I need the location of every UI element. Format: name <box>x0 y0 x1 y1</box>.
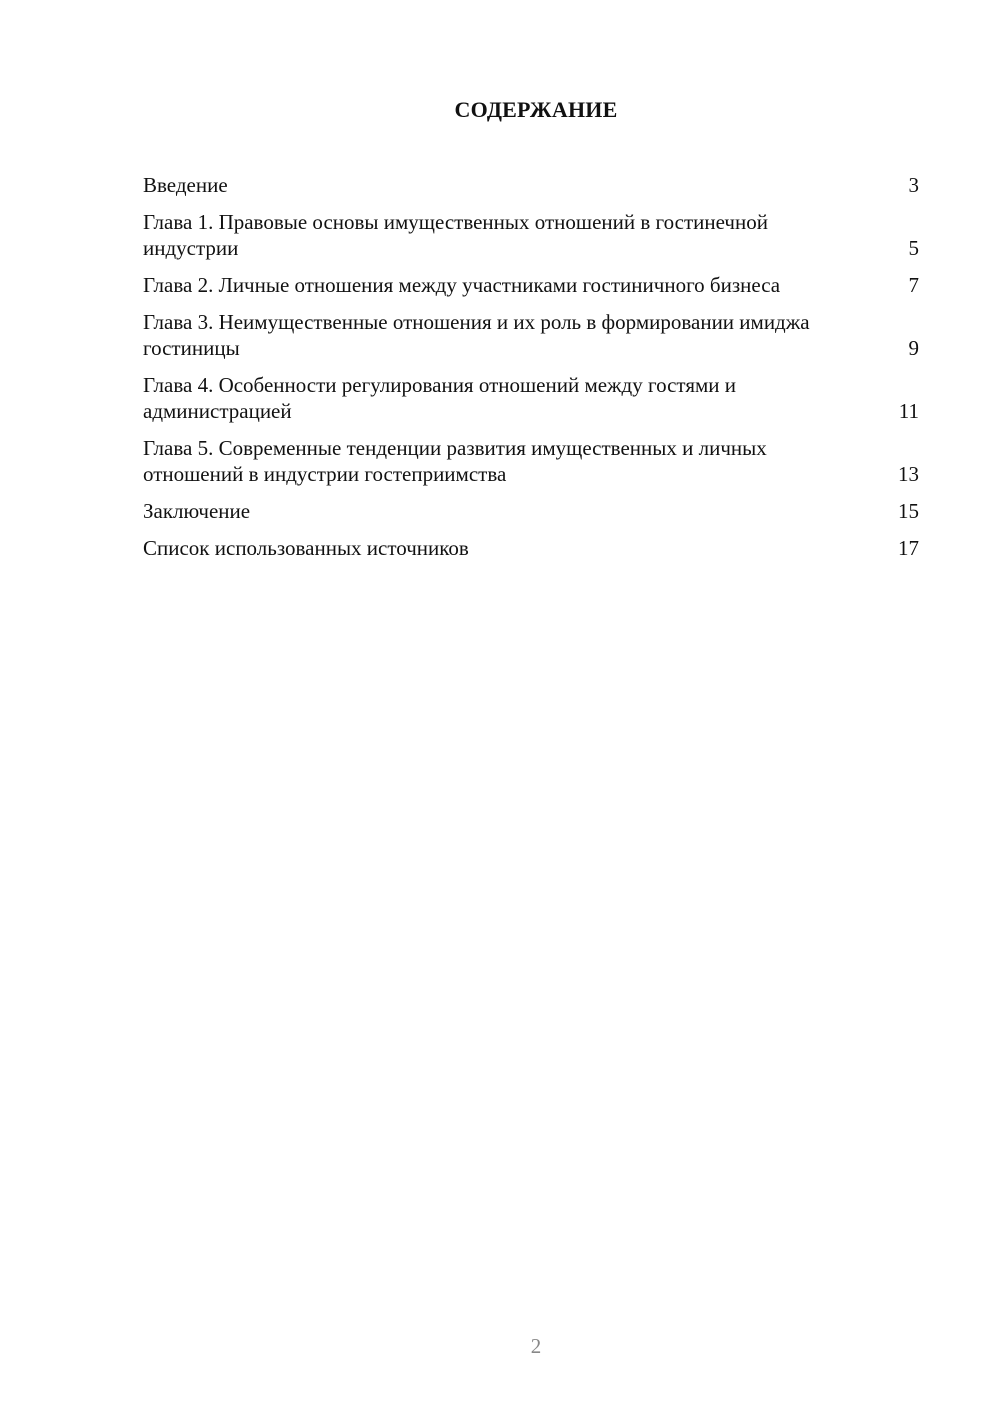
toc-entry-title: Глава 3. Неимущественные отношения и их роль в формировании имиджа гостиницы <box>143 310 810 360</box>
toc-entry-page: 7 <box>908 273 919 297</box>
toc-entry-title: Глава 2. Личные отношения между участниками гостиничного бизнеса <box>143 273 781 297</box>
page-number: 2 <box>530 1334 542 1358</box>
toc-entry-page: 11 <box>898 399 919 423</box>
toc-entry-page: 9 <box>908 336 919 360</box>
toc-entry-conclusion[interactable] <box>143 498 919 524</box>
toc-entry-page: 17 <box>898 536 919 560</box>
toc-entry-page: 5 <box>908 236 919 260</box>
toc-entry-chapter-3[interactable] <box>143 309 919 361</box>
page-title: СОДЕРЖАНИЕ <box>454 97 618 122</box>
toc-entry-title: Глава 5. Современные тенденции развития имущественных и личных отношений в индустрии гостеприимства <box>143 436 767 486</box>
toc-entry-title: Глава 4. Особенности регулирования отношений между гостями и администрацией <box>143 373 737 423</box>
toc-entry-title: Заключение <box>143 499 251 523</box>
toc-entry-chapter-2[interactable] <box>143 272 919 298</box>
toc-entry-page: 15 <box>898 499 919 523</box>
toc-entry-title: Введение <box>143 173 228 197</box>
toc-entry-title: Глава 1. Правовые основы имущественных отношений в гостинечной индустрии <box>143 210 768 260</box>
toc-entry-chapter-5[interactable] <box>143 435 919 487</box>
toc-entry-references[interactable] <box>143 535 919 561</box>
toc-entry-title: Список использованных источников <box>143 536 469 560</box>
toc-entry-introduction[interactable] <box>143 172 919 198</box>
table-of-contents <box>143 172 919 572</box>
toc-entry-chapter-1[interactable] <box>143 209 919 261</box>
toc-entry-page: 3 <box>908 173 919 197</box>
toc-entry-page: 13 <box>898 462 919 486</box>
toc-entry-chapter-4[interactable] <box>143 372 919 424</box>
